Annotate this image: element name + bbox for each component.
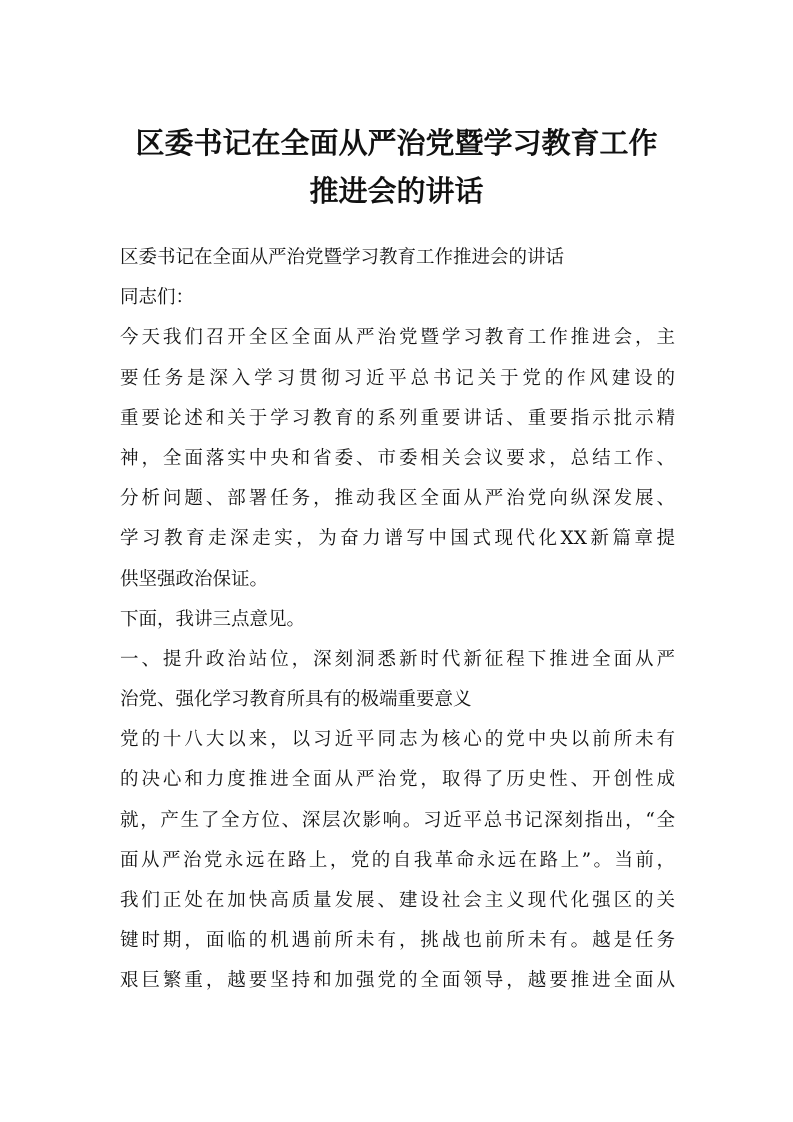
body-line: 分析问题、部署任务，推动我区全面从严治党向纵深发展、 [120,488,675,510]
body-line: 要任务是深入学习贯彻习近平总书记关于党的作风建设的 [120,367,675,389]
body-line: 同志们： [120,287,195,309]
body-line: 供坚强政治保证。 [120,568,269,590]
document-title-line-2: 推进会的讲话 [309,174,484,208]
body-line: 党的十八大以来，以习近平同志为核心的党中央以前所未有 [120,729,675,751]
section-heading-line: 治党、强化学习教育所具有的极端重要意义 [120,689,472,711]
body-line: 学习教育走深走实，为奋力谱写中国式现代化XX新篇章提 [120,528,675,550]
body-line: 重要论述和关于学习教育的系列重要讲话、重要指示批示精 [120,407,675,429]
section-heading-line: 一、提升政治站位，深刻洞悉新时代新征程下推进全面从严 [120,648,675,670]
document-body [120,238,675,1002]
body-line: 我们正处在加快高质量发展、建设社会主义现代化强区的关 [120,890,675,911]
body-line: 区委书记在全面从严治党暨学习教育工作推进会的讲话 [120,247,565,268]
document-title-line-1: 区委书记在全面从严治党暨学习教育工作 [135,126,658,160]
body-line: 就，产生了全方位、深层次影响。习近平总书记深刻指出，“全 [120,809,675,831]
body-line: 的决心和力度推进全面从严治党，取得了历史性、开创性成 [120,769,675,791]
body-line: 今天我们召开全区全面从严治党暨学习教育工作推进会，主 [120,327,675,349]
body-line: 神，全面落实中央和省委、市委相关会议要求，总结工作、 [120,447,675,469]
body-line: 艰巨繁重，越要坚持和加强党的全面领导，越要推进全面从 [120,970,675,992]
body-line: 面从严治党永远在路上，党的自我革命永远在路上”。当前， [120,849,675,871]
body-line: 下面，我讲三点意见。 [120,608,306,630]
body-line: 键时期，面临的机遇前所未有，挑战也前所未有。越是任务 [120,930,675,952]
